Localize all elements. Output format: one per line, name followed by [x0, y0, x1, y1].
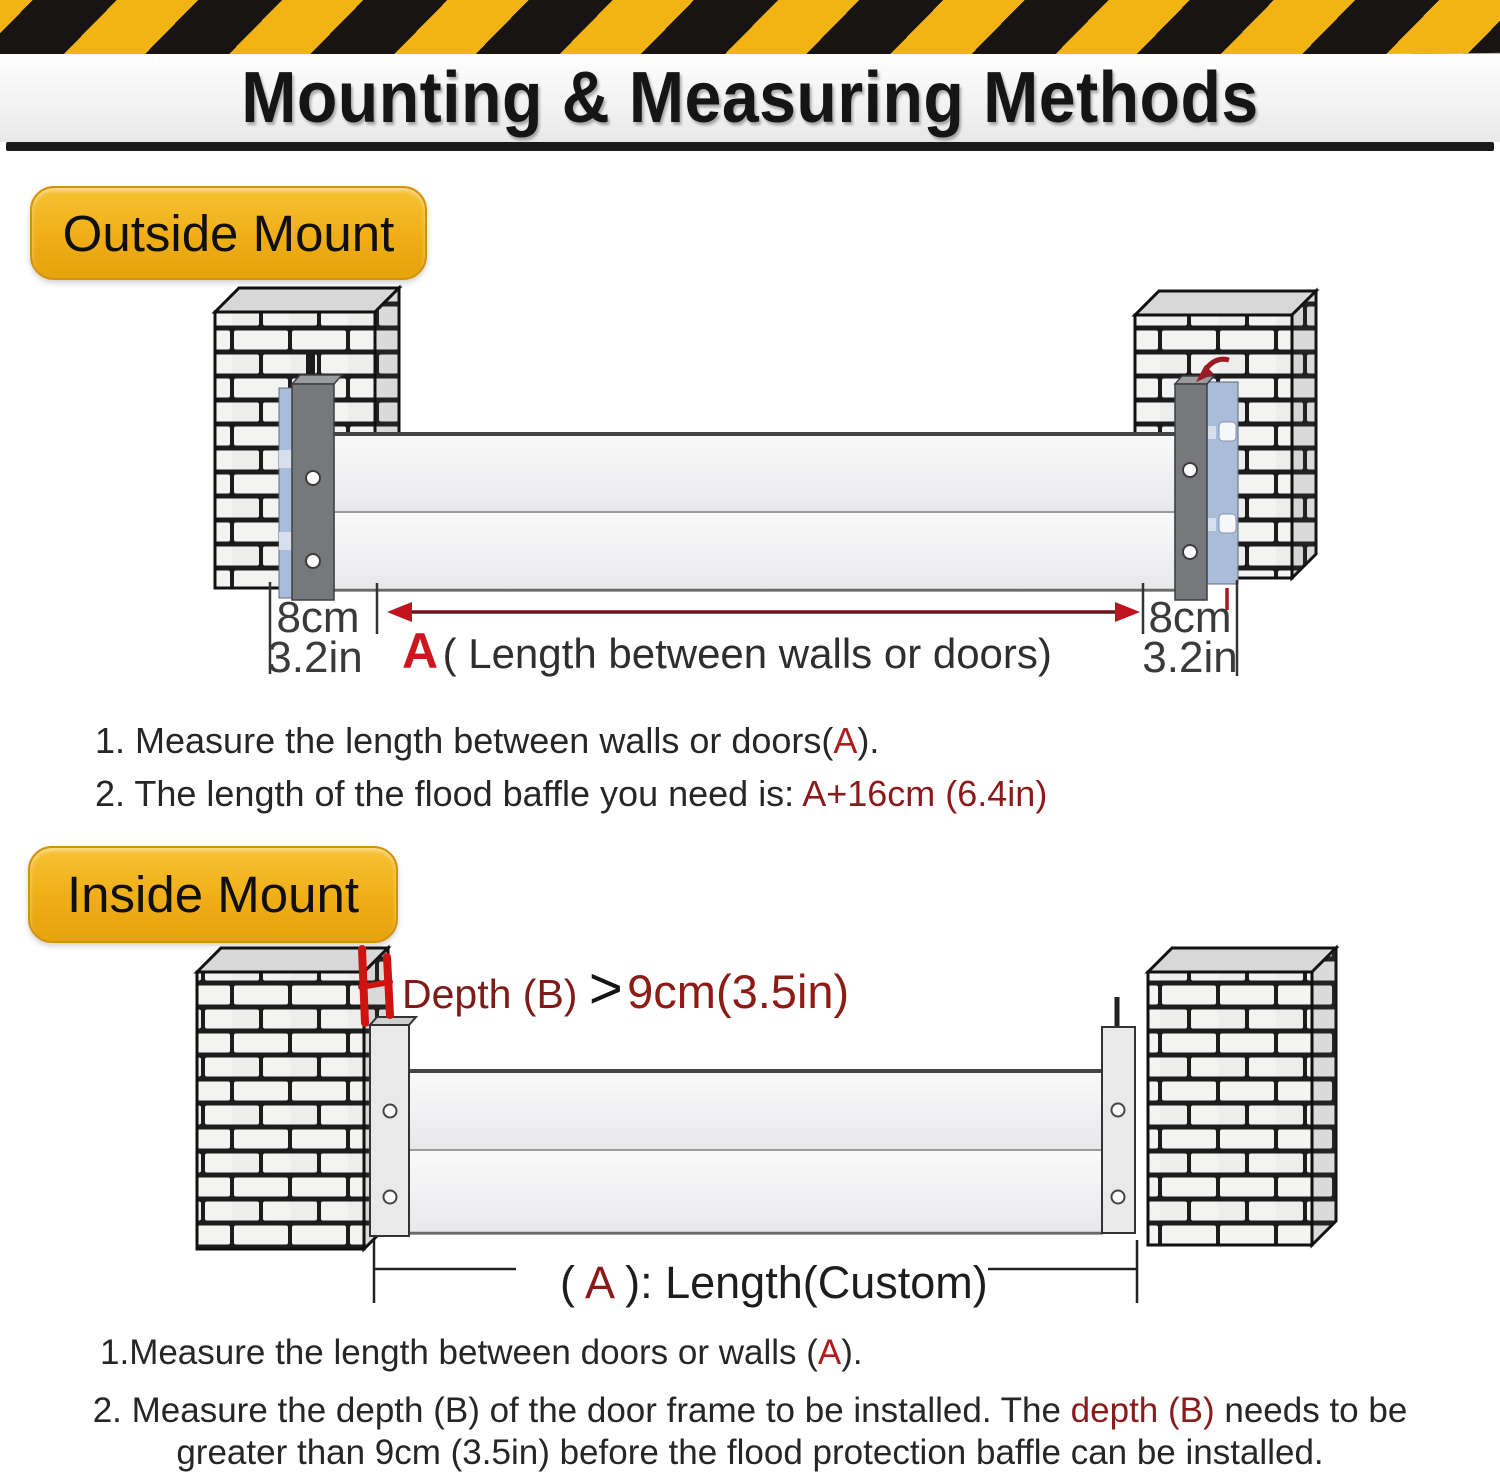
span-label — [402, 623, 1052, 679]
outside-step-1: 1. Measure the length between walls or doors(A). — [95, 720, 880, 761]
mounting-bracket-right — [1175, 359, 1238, 600]
screw-hole — [1112, 1104, 1125, 1117]
length-label: ( A ): Length(Custom) — [560, 1257, 988, 1308]
barrier-panel-top — [409, 1070, 1102, 1150]
dim-right-cm: 8cm — [1148, 593, 1232, 642]
length-label-a: A — [585, 1257, 613, 1308]
depth-label-value: 9cm(3.5in) — [627, 965, 850, 1018]
dim-right-in: 3.2in — [1142, 633, 1238, 682]
outside-step-2: 2. The length of the flood baffle you need is: A+16cm (6.4in) — [95, 773, 1048, 814]
outside-mount-diagram — [0, 280, 1500, 700]
barrier-panel-bottom — [334, 512, 1175, 591]
hazard-stripe-band — [0, 0, 1500, 54]
screw-hole — [384, 1191, 397, 1204]
title-bar — [0, 54, 1500, 142]
span-label-text: ( Length between walls or doors) — [442, 630, 1052, 677]
screw-hole — [384, 1105, 397, 1118]
inside-step-1: 1.Measure the length between doors or walls (A). — [100, 1333, 863, 1372]
barrier-panel-top — [334, 433, 1175, 512]
dim-left-in: 3.2in — [267, 633, 363, 682]
highlight-a: A — [833, 720, 858, 761]
greater-than-sign: > — [588, 956, 623, 1021]
mounting-bracket-right — [1102, 997, 1135, 1233]
span-arrow — [387, 602, 1140, 622]
span-label-a: A — [402, 623, 439, 679]
mounting-bracket-left — [279, 350, 342, 600]
seal-strip-right — [1207, 382, 1238, 584]
inside-mount-badge-label: Inside Mount — [66, 866, 359, 923]
highlight-depth-b: depth (B) — [1070, 1391, 1215, 1430]
outside-mount-steps — [95, 714, 1047, 820]
hazard-stripes — [0, 0, 1500, 54]
screw-hole — [1183, 545, 1197, 559]
flood-barrier-panels — [409, 1070, 1102, 1234]
screw-hole — [306, 554, 320, 568]
barrier-panel-bottom — [409, 1150, 1102, 1234]
screw-hole — [1183, 463, 1197, 477]
highlight-a: A — [817, 1333, 842, 1372]
outside-mount-badge — [30, 186, 427, 280]
depth-label-text: Depth (B) — [402, 971, 589, 1017]
inside-mount-diagram — [0, 935, 1500, 1335]
highlight-formula: A+16cm (6.4in) — [802, 773, 1048, 814]
page-title: Mounting & Measuring Methods — [241, 58, 1259, 138]
screw-hole — [1112, 1191, 1125, 1204]
mounting-bracket-left — [370, 1017, 416, 1236]
seal-strip-left — [279, 388, 292, 598]
brick-pillar-left — [197, 948, 388, 1249]
screw-hole — [306, 471, 320, 485]
inside-step-2: 2. Measure the depth (B) of the door frame to be installed. The depth (B) needs to be greater than 9cm (3.5in) before the flood protection baffle can be installed. — [92, 1391, 1408, 1472]
section-divider — [6, 142, 1494, 151]
depth-label — [402, 956, 849, 1021]
flood-barrier-panels — [334, 433, 1175, 591]
inside-mount-badge — [28, 846, 398, 943]
brick-pillar-right — [1148, 948, 1336, 1245]
dim-left-cm: 8cm — [276, 593, 360, 642]
outside-mount-badge-label: Outside Mount — [62, 204, 395, 262]
